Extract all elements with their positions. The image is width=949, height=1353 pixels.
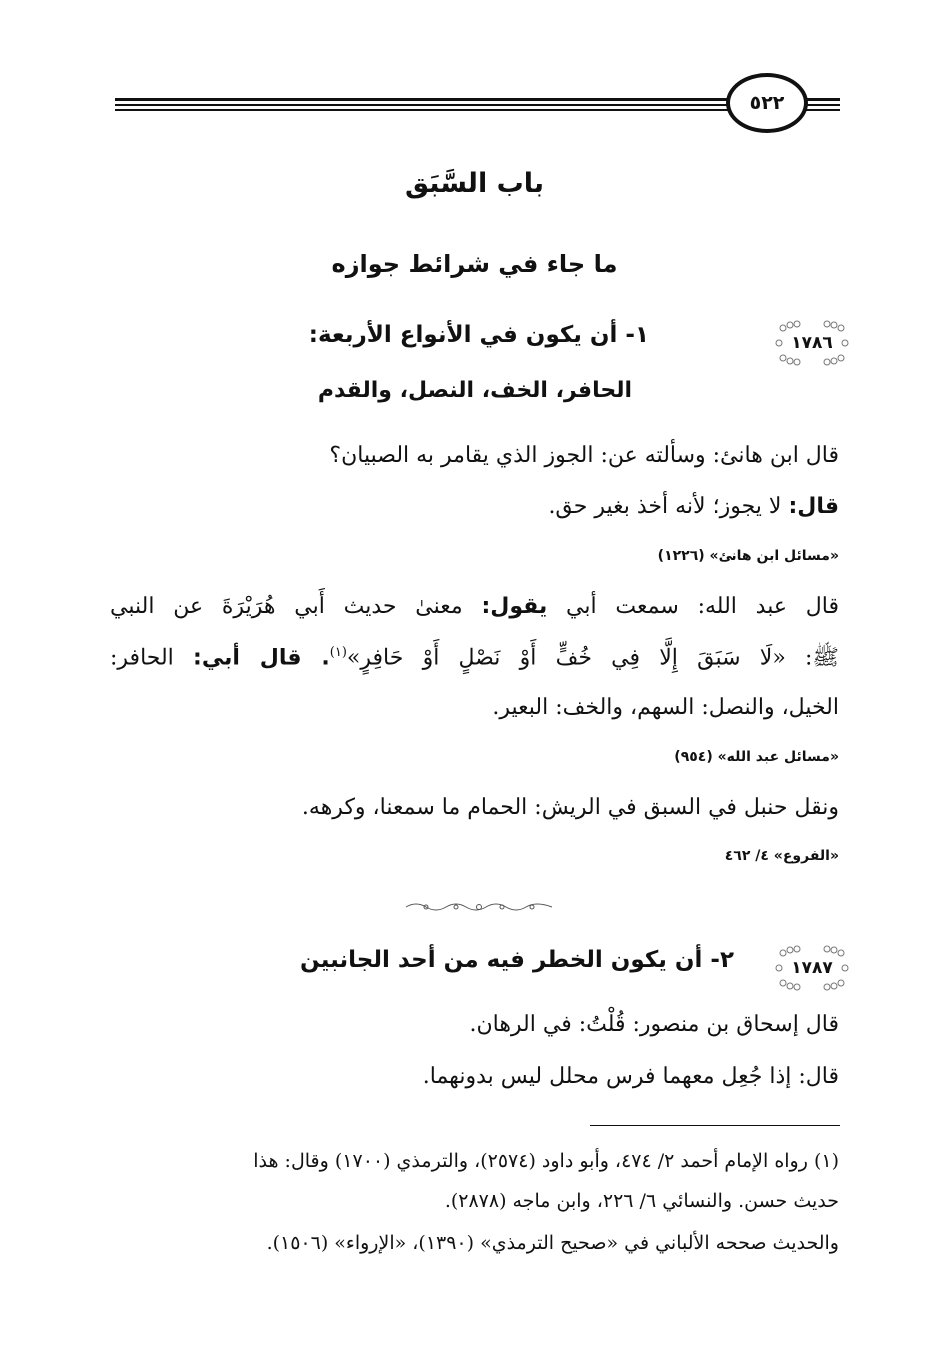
page-number [726, 73, 808, 133]
entry-number: ١٧٨٧ [791, 958, 833, 978]
text-line: قال إسحاق بن منصور: قُلْتُ: في الرهان. [469, 1012, 839, 1037]
chapter-title: باب السَّبَق [404, 168, 545, 199]
footnote-ref: (١) [329, 645, 347, 660]
text-segment: معنىٰ حديث أَبي هُرَيْرَةَ عن النبي [110, 594, 482, 619]
footnote-line: حديث حسن. والنسائي ٦/ ٢٢٦، وابن ماجه (٢٨٧٨). [444, 1190, 839, 1212]
text-line: قال ابن هانئ: وسألته عن: الجوز الذي يقامر به الصبيان؟ [329, 443, 839, 468]
section-divider-ornament-icon [404, 900, 554, 914]
speaker-label: قال: [788, 494, 839, 519]
text-segment: الحافر: [110, 645, 194, 671]
source-citation: «الفروع» ٤/ ٤٦٢ [724, 848, 839, 864]
text-segment: قال عبد الله: سمعت أبي [547, 594, 839, 619]
footnote-rule [590, 1125, 840, 1126]
text-line: الخيل، والنصل: السهم، والخف: البعير. [492, 695, 839, 720]
text-bold-segment: يقول: [481, 594, 548, 619]
entry-number-badge [775, 945, 849, 991]
footnote-line: والحديث صححه الألباني في «صحيح الترمذي» (١٣٩٠)، «الإرواء» (١٥٠٦). [266, 1232, 839, 1254]
text-line: قال: إذا جُعِل معهما فرس محلل ليس بدونهما. [422, 1064, 839, 1089]
entry-number-badge [775, 320, 849, 366]
entry-number: ١٧٨٦ [791, 333, 833, 353]
section-title: ما جاء في شرائط جوازه [331, 250, 618, 278]
text-line [110, 594, 839, 620]
source-citation: «مسائل ابن هانئ» (١٢٢٦) [657, 548, 839, 564]
text-segment: لا يجوز؛ لأنه أخذ بغير حق. [548, 494, 789, 519]
entry-subheading: الحافر، الخف، النصل، والقدم [317, 378, 632, 403]
source-citation: «مسائل عبد الله» (٩٥٤) [674, 749, 839, 765]
text-line: ونقل حنبل في السبق في الريش: الحمام ما سمعنا، وكرهه. [301, 795, 839, 820]
text-line [110, 645, 839, 672]
text-line [548, 494, 839, 520]
page-number-text: ٥٢٢ [749, 92, 785, 114]
entry-heading: ٢- أن يكون الخطر فيه من أحد الجانبين [300, 947, 734, 973]
entry-heading: ١- أن يكون في الأنواع الأربعة: [308, 322, 649, 348]
hadith-text: ﷺ: «لَا سَبَقَ إِلَّا فِي خُفٍّ أَوْ نَصْلٍ أَوْ حَافِرٍ» [346, 645, 839, 671]
footnote-line: (١) رواه الإمام أحمد ٢/ ٤٧٤، وأبو داود (٢٥٧٤)، والترمذي (١٧٠٠) وقال: هذا [253, 1150, 839, 1172]
text-bold-segment: . قال أبي: [193, 645, 330, 671]
